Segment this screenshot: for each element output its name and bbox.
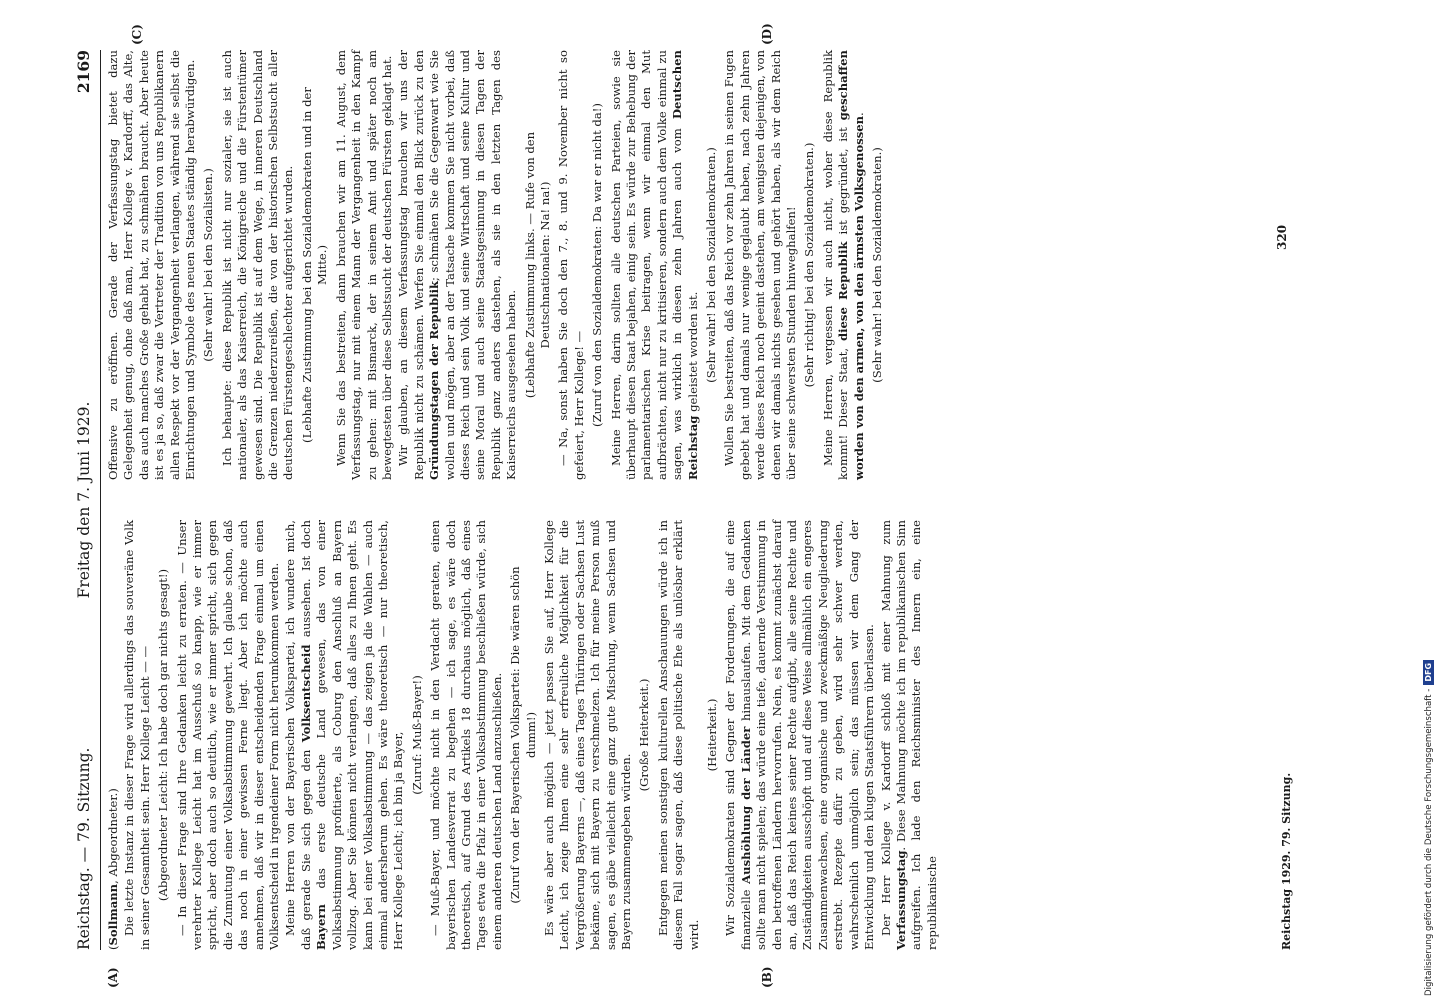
paragraph: Der Herr Kollege v. Kardorff schloß mit einer Mahnung zum Verfassungstag. Diese Mahnung möchte ich im republikanischen Sinn aufgreifen. Ich lade den Reichsminister des Innern ein, eine republikanische <box>878 520 939 950</box>
interjection: (Abgeordneter Leicht: Ich habe doch gar nichts gesagt!) <box>156 568 171 902</box>
paragraph: Meine Herren, darin sollten alle deutschen Parteien, sowie sie überhaupt diesen Staat bejahen, einig sein. Es würde zur Behebung der parlamentarischen Krise beitragen, wenn wir einmal den Mut aufbrächten, nicht nur zu kritisieren, sondern auch dem Volke einmal zu sagen, was wirklich in diesen zehn Jahren auch vom Deutschen Reichstag geleistet worden ist. <box>608 50 700 480</box>
header-rule <box>100 50 101 950</box>
interjection: (Heiterkeit.) <box>705 698 720 772</box>
paragraph: Wir Sozialdemokraten sind Gegner der Forderungen, die auf eine finanzielle Aushöhlung der Länder hinauslaufen. Mit dem Gedanken sollte man nicht spielen; das würde eine tiefe, dauernde Verstimmung in den betroffenen Ländern hervorrufen. Nein, es kommt zunächst darauf an, daß das Reich keines seiner Rechte aufgibt, alle seine Rechte und Zuständigkeiten ausschöpft und auf diese Weise allmählich ein engeres Zusammenwachsen, eine organische und zweckmäßige Neugliederung erstrebt. Rezepte dafür zu geben, wird sehr schwer werden, wahrscheinlich unmöglich sein; das müssen wir dem Gang der Entwicklung und den klugen Staatsführern überlassen. <box>723 520 877 950</box>
paragraph: Ich behaupte: diese Republik ist nicht nur sozialer, sie ist auch nationaler, als das Kaiserreich, die Königreiche und die Fürstentümer gewesen sind. Die Republik ist auf dem Wege, in inneren Deutschland die Grenzen niederzureißen, die von der historischen Selbstsucht aller deutschen Fürstengeschlechter aufgerichtet wurden. <box>219 50 296 480</box>
page-number: 2169 <box>74 50 93 94</box>
dfg-sidebar <box>1422 6 1434 996</box>
paragraph: Wenn Sie das bestreiten, dann brauchen wir am 11. August, dem Verfassungstag, nur mit einem Mann der Vergangenheit in den Kampf zu gehen: mit Bismarck, der in seinem Amt und später noch am bewegtesten über diese Selbstsucht der deutschen Fürsten geklagt hat. <box>333 50 394 480</box>
interjection: (Sehr wahr! bei den Sozialdemokraten.) <box>704 147 719 383</box>
header-date: Freitag den 7. Juni 1929. <box>75 401 93 599</box>
paragraph: Wollen Sie bestreiten, daß das Reich vor zehn Jahren in seinen Fugen gebebt hat und damals nur wenige geglaubt haben, nach zehn Jahren werde dieses Reich noch geeint dastehen, am wenigsten diejenigen, von denen wir damals nichts gesehen und gehört haben, als wir dem Reich über seine schwersten Stunden hinweghalfen! <box>722 50 799 480</box>
interjection: (Zuruf: Muß-Bayer!) <box>409 675 424 795</box>
right-column <box>106 50 889 480</box>
interjection: (Sehr wahr! bei den Sozialdemokraten.) <box>870 147 885 383</box>
interjection: (Sehr wahr! bei den Sozialisten.) <box>201 168 216 362</box>
paragraph: Entgegen meinen sonstigen kulturellen Anschauungen würde ich in diesem Fall sogar sagen, daß diese politische Ehe als unlösbar erklärt wird. <box>655 520 701 950</box>
margin-label-d: (D) <box>760 23 774 45</box>
interjection: (Lebhafte Zustimmung links. — Rufe von den Deutschnationalen: Na! na!) <box>522 131 552 399</box>
header-left: Reichstag. — 79. Sitzung. <box>75 747 93 950</box>
interjection: (Zuruf von der Bayerischen Volkspartei: Die wären schön dumm!) <box>508 566 538 904</box>
paragraph: Wir glauben, an diesem Verfassungstag brauchen wir uns der Republik nicht zu schämen. Werfen Sie einmal den Blick zurück zu den Gründungstagen der Republik; schmähen Sie die Gegenwart wie Sie wollen und mögen, aber an der Tatsache kommen Sie nicht vorbei, daß dieses Reich und sein Volk und seine Wirtschaft und seine Kultur und seine Moral und auch seine Staatsgesinnung in diesen Tagen der Republik ganz anders dastehen, als sie in den letzten Tagen des Kaiserreichs ausgesehen haben. <box>396 49 519 480</box>
paragraph: — Muß-Bayer, und möchte nicht in den Verdacht geraten, einen bayerischen Landesverrat zu begehen — ich sage, es wäre doch theoretisch, auf Grund des Artikels 18 durchaus möglich, daß eines Tages etwa die Pfalz in einer Volksabstimmung beschließen würde, sich einem anderen deutschen Land anzuschließen. <box>428 520 504 950</box>
footer-page-code: 320 <box>1275 224 1289 250</box>
paragraph: — Na, sonst haben Sie doch den 7., 8. und 9. November nicht so gefeiert, Herr Kollege! — <box>556 50 586 480</box>
margin-label-c: (C) <box>130 24 144 45</box>
margin-label-a: (A) <box>106 967 120 988</box>
left-column <box>106 520 941 950</box>
paragraph: Meine Herren, vergessen wir auch nicht, woher diese Republik kommt! Dieser Staat, diese Republik ist gegründet, ist geschaffen worden von den armen, von den ärmsten Volksgenossen. <box>820 50 866 480</box>
rotated-scan <box>70 23 1300 988</box>
paragraph: (Sollmann, Abgeordneter.) <box>106 788 120 950</box>
interjection: (Zuruf von den Sozialdemokraten: Da war er nicht da!) <box>590 103 605 427</box>
paragraph: Meine Herren von der Bayerischen Volkspartei, ich wundere mich, daß gerade Sie sich gegen den Volksentscheid aussehen. Ist doch Bayern das erste deutsche Land gewesen, das von einer Volksabstimmung profitierte, als Coburg den Anschluß an Bayern vollzog. Aber Sie können nicht verlangen, daß alles zu Ihnen geht. Es kann bei einer Volksabstimmung — das zeigen ja die Wahlen — auch einmal andersherum gehen. Es wäre theoretisch — nur theoretisch, Herr Kollege Leicht; ich bin ja Bayer, <box>283 520 406 950</box>
paragraph: Es wäre aber auch möglich — jetzt passen Sie auf, Herr Kollege Leicht, ich zeige Ihnen eine sehr erfreuliche Möglichkeit für die Vergrößerung Bayerns —, daß eines Tages Thüringen oder Sachsen Lust bekäme, sich mit Bayern zu verschmelzen. Ich für meine Person muß sagen, es gäbe vielleicht eine ganz gute Mischung, wenn Sachsen und Bayern zusammengeben würden. <box>541 520 633 950</box>
paragraph: Offensive zu eröffnen. Gerade der Verfassungstag bietet dazu Gelegenheit genug, ohne daß man, Herr Kollege v. Kardorff, das Alte, das auch manches Große gehabt hat, zu schmähen braucht. Aber heute ist es ja so, daß zwar die Vertreter der Tradition von uns Republikanern allen Respekt vor der Vergangenheit verlangen, während sie selbst die Einrichtungen und Symbole des neuen Staates ständig herabwürdigen. <box>106 50 198 480</box>
margin-label-b: (B) <box>760 966 774 988</box>
paragraph: Die letzte Instanz in dieser Frage wird allerdings das souveräne Volk in seiner Gesamtheit sein. Herr Kollege Leicht — — <box>122 520 152 950</box>
footer-left: Reichstag 1929. 79. Sitzung. <box>1280 772 1293 950</box>
interjection: (Sehr richtig! bei den Sozialdemokraten.) <box>802 142 817 388</box>
page-header <box>70 50 98 950</box>
sidebar-text: Digitalisierung gefördert durch die Deutsche Forschungsgemeinschaft - <box>1424 688 1434 996</box>
interjection: (Lebhafte Zustimmung bei den Sozialdemokraten und in der Mitte.) <box>299 87 330 443</box>
dfg-logo-icon: DFG <box>1423 660 1434 685</box>
paragraph: — In dieser Frage sind Ihre Gedanken leicht zu erraten. — Unser verehrter Kollege Leicht hat im Ausschuß so knapp, wie er immer spricht, aber doch auch so deutlich, wie er immer spricht, sich gegen die Zumutung einer Volksabstimmung gewehrt. Ich glaube schon, daß das noch in einer gewissen Ferne liegt. Aber ich möchte auch annehmen, daß wir in dieser entscheidenden Frage einmal um einen Volksentscheid in irgendeiner Form nicht herumkommen werden. <box>174 520 282 950</box>
interjection: (Große Heiterkeit.) <box>637 678 652 792</box>
